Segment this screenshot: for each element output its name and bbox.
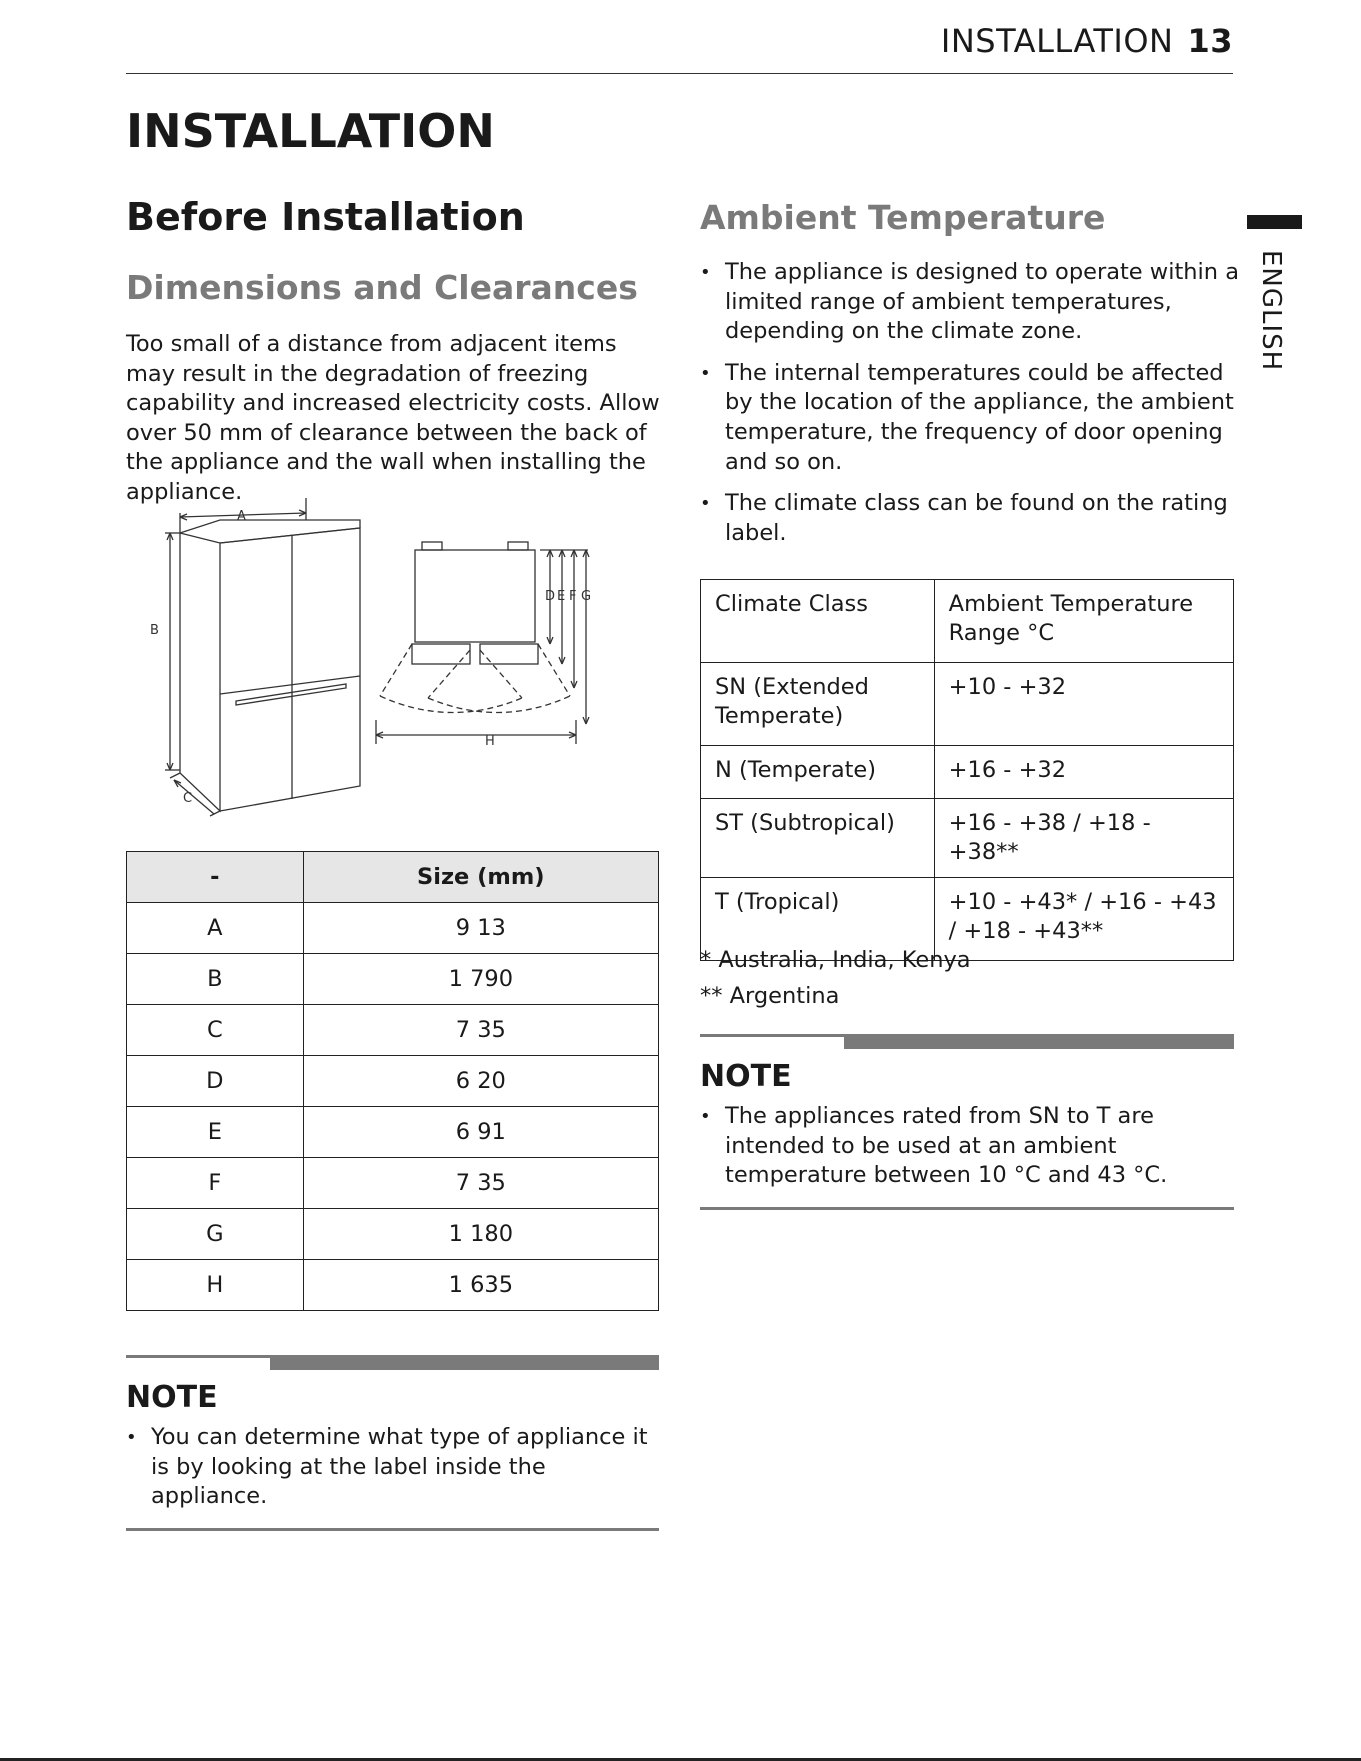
left-note xyxy=(126,1355,659,1531)
diagram-label-e: E xyxy=(557,589,566,604)
footnote: * Australia, India, Kenya xyxy=(700,947,971,973)
table-cell: D xyxy=(127,1056,304,1107)
table-cell: 6 91 xyxy=(303,1107,658,1158)
table-row xyxy=(127,1209,659,1260)
running-header xyxy=(941,22,1233,60)
dimensions-diagram xyxy=(140,488,640,828)
side-tab-marker xyxy=(1247,215,1302,229)
dimensions-intro: Too small of a distance from adjacent items may result in the degradation of freezing capability and increased electricity costs. Allow over 50 mm of clearance between the back of the appliance and the wall when installing the appliance. xyxy=(126,331,660,505)
page-title: INSTALLATION xyxy=(126,104,495,158)
note-bottom-rule xyxy=(126,1528,659,1531)
table-cell: ST (Subtropical) xyxy=(701,799,935,878)
table-row xyxy=(127,1005,659,1056)
table-cell: 9 13 xyxy=(303,903,658,954)
table-row xyxy=(701,746,1234,799)
header-rule xyxy=(126,73,1233,74)
table-row xyxy=(701,663,1234,746)
table-row xyxy=(701,799,1234,878)
ambient-temperature-heading: Ambient Temperature xyxy=(700,198,1106,237)
table-cell: C xyxy=(127,1005,304,1056)
table-cell: +10 - +32 xyxy=(934,663,1233,746)
before-installation-heading: Before Installation xyxy=(126,195,525,239)
table-header-row xyxy=(127,852,659,903)
table-cell: T (Tropical) xyxy=(701,878,935,961)
table-header-cell: Ambient Temperature Range °C xyxy=(934,580,1233,663)
table-cell: B xyxy=(127,954,304,1005)
table-row xyxy=(127,1107,659,1158)
list-item: • The climate class can be found on the rating label. xyxy=(700,489,1240,548)
table-cell: 1 635 xyxy=(303,1260,658,1311)
side-language-label xyxy=(1256,250,1296,370)
table-cell: A xyxy=(127,903,304,954)
table-cell: 7 35 xyxy=(303,1158,658,1209)
diagram-label-h: H xyxy=(485,734,495,749)
table-row xyxy=(127,1260,659,1311)
table-cell: 7 35 xyxy=(303,1005,658,1056)
diagram-label-c: C xyxy=(183,791,193,806)
note-item: • You can determine what type of appliance it is by looking at the label inside the appliance. xyxy=(126,1423,659,1512)
note-bar xyxy=(844,1034,1234,1049)
table-row xyxy=(127,1056,659,1107)
dimensions-heading: Dimensions and Clearances xyxy=(126,268,638,307)
table-cell: E xyxy=(127,1107,304,1158)
note-title: NOTE xyxy=(700,1059,792,1094)
side-language-text: ENGLISH xyxy=(1256,250,1286,372)
diagram-label-g: G xyxy=(581,589,592,604)
table-cell: F xyxy=(127,1158,304,1209)
note-bottom-rule xyxy=(700,1207,1234,1210)
table-header-cell: - xyxy=(127,852,304,903)
climate-class-table xyxy=(700,579,1234,961)
list-item: • The appliance is designed to operate within a limited range of ambient temperatures, depending on the climate zone. xyxy=(700,258,1240,347)
diagram-label-f: F xyxy=(569,589,577,604)
table-cell: SN (Extended Temperate) xyxy=(701,663,935,746)
table-header-cell: Size (mm) xyxy=(303,852,658,903)
header-section: INSTALLATION xyxy=(940,22,1174,60)
dimensions-table xyxy=(126,851,659,1311)
ambient-bullets xyxy=(700,258,1240,560)
diagram-label-a: A xyxy=(237,509,246,524)
table-row xyxy=(127,903,659,954)
table-cell: +16 - +32 xyxy=(934,746,1233,799)
table-cell: G xyxy=(127,1209,304,1260)
list-item: • The internal temperatures could be affected by the location of the appliance, the ambient temperature, the frequency of door opening and so on. xyxy=(700,359,1240,477)
page-number: 13 xyxy=(1187,22,1233,60)
diagram-label-b: B xyxy=(150,623,159,638)
footnotes xyxy=(700,942,971,1014)
diagram-label-d: D xyxy=(545,589,556,604)
table-row xyxy=(127,1158,659,1209)
table-cell: H xyxy=(127,1260,304,1311)
table-cell: +16 - +38 / +18 - +38** xyxy=(934,799,1233,878)
table-cell: +10 - +43* / +16 - +43 / +18 - +43** xyxy=(934,878,1233,961)
table-header-cell: Climate Class xyxy=(701,580,935,663)
note-bar xyxy=(270,1355,659,1370)
table-row xyxy=(127,954,659,1005)
table-header-row xyxy=(701,580,1234,663)
table-cell: N (Temperate) xyxy=(701,746,935,799)
table-cell: 1 180 xyxy=(303,1209,658,1260)
table-cell: 1 790 xyxy=(303,954,658,1005)
table-cell: 6 20 xyxy=(303,1056,658,1107)
footnote: ** Argentina xyxy=(700,983,840,1009)
note-item: • The appliances rated from SN to T are intended to be used at an ambient temperature between 10 °C and 43 °C. xyxy=(700,1102,1234,1191)
right-note xyxy=(700,1034,1234,1210)
note-title: NOTE xyxy=(126,1380,218,1415)
